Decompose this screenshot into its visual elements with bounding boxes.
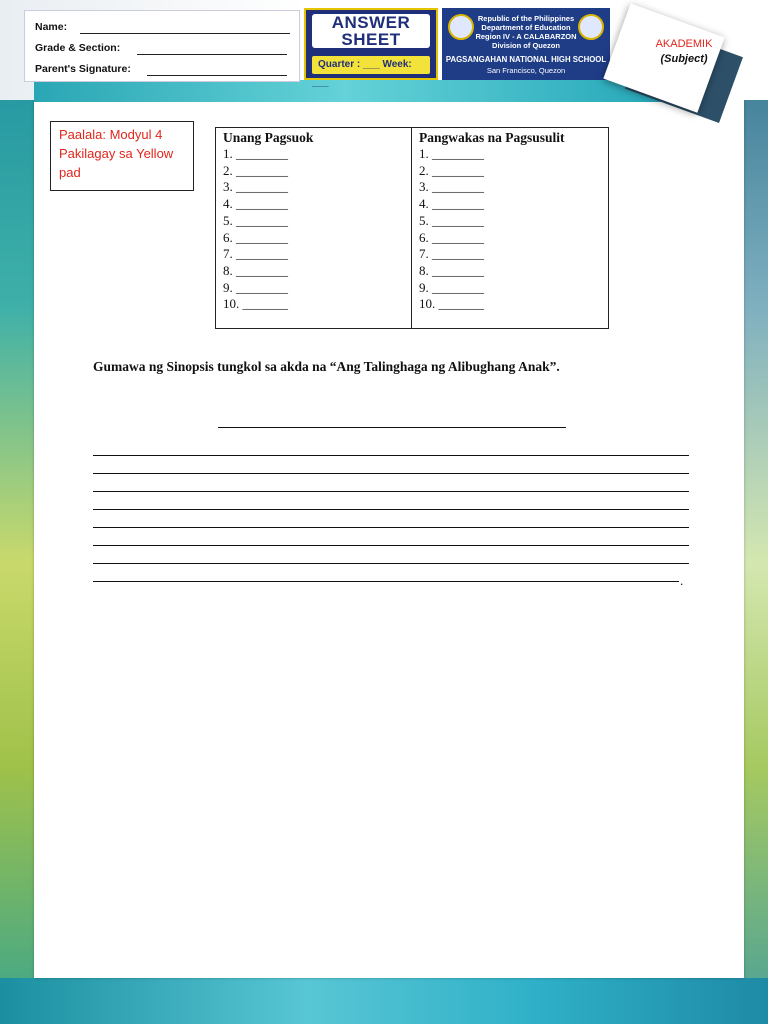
- answer-table: [215, 127, 609, 329]
- answer-item[interactable]: 5. ________: [223, 212, 288, 228]
- answer-item[interactable]: 5. ________: [419, 212, 484, 228]
- answer-item[interactable]: 7. ________: [223, 246, 288, 262]
- answer-item[interactable]: 8. ________: [419, 262, 484, 278]
- department-text: Department of Education: [481, 23, 571, 32]
- quarter-week-field[interactable]: Quarter : ___ Week: ___: [312, 56, 430, 74]
- pre-test-header: Unang Pagsuok: [223, 130, 314, 145]
- division-text: Division of Quezon: [492, 41, 560, 50]
- left-border-decoration: [0, 0, 36, 1024]
- bottom-border-decoration: [0, 978, 768, 1024]
- answer-item[interactable]: 7. ________: [419, 246, 484, 262]
- answer-item[interactable]: 1. ________: [419, 146, 484, 161]
- grade-section-label: Grade & Section:: [35, 42, 121, 54]
- writing-line[interactable]: [93, 563, 689, 564]
- school-name: PAGSANGAHAN NATIONAL HIGH SCHOOL: [445, 55, 607, 64]
- answer-item[interactable]: 4. ________: [223, 196, 288, 212]
- answer-item[interactable]: 2. ________: [223, 162, 288, 178]
- answer-sheet-title: [312, 14, 430, 48]
- post-test-header: Pangwakas na Pagsusulit: [419, 130, 565, 145]
- answer-item[interactable]: 10. _______: [223, 296, 288, 312]
- answer-item[interactable]: 9. ________: [223, 279, 288, 295]
- school-location: San Francisco, Quezon: [486, 66, 566, 75]
- subject-name: AKADEMIK: [655, 38, 713, 50]
- student-info-box: [24, 10, 300, 82]
- reminder-note: Paalala: Modyul 4 Pakilagay sa Yellow pad: [50, 121, 194, 191]
- answer-item[interactable]: 4. ________: [419, 196, 484, 212]
- answer-item[interactable]: 9. ________: [419, 279, 484, 295]
- writing-line[interactable]: [93, 581, 679, 582]
- answer-title-line-2: SHEET: [341, 30, 401, 49]
- writing-line[interactable]: [93, 509, 689, 510]
- end-mark: .: [680, 573, 684, 588]
- writing-line[interactable]: [93, 455, 689, 456]
- instruction-text: Gumawa ng Sinopsis tungkol sa akda na “Ang Talinghaga ng Alibughang Anak”.: [93, 359, 560, 374]
- synopsis-title-field[interactable]: [218, 427, 566, 428]
- post-test-column: [412, 128, 608, 328]
- answer-item[interactable]: 6. ________: [419, 229, 484, 245]
- region-text: Region IV - A CALABARZON: [475, 32, 577, 41]
- answer-title-line-1: ANSWER: [331, 13, 411, 32]
- subject-placeholder: (Subject): [660, 53, 708, 65]
- writing-line[interactable]: [93, 527, 689, 528]
- answer-sheet-badge: [304, 8, 438, 88]
- right-border-decoration: [742, 0, 768, 1024]
- subject-card: [604, 8, 754, 118]
- answer-item[interactable]: 1. ________: [223, 146, 288, 161]
- republic-text: Republic of the Philippines: [477, 14, 575, 23]
- writing-line[interactable]: [93, 473, 689, 474]
- grade-section-field[interactable]: [137, 54, 287, 55]
- name-label: Name:: [35, 21, 68, 33]
- answer-item[interactable]: 10. _______: [419, 296, 484, 312]
- answer-item[interactable]: 6. ________: [223, 229, 288, 245]
- school-header: [442, 8, 610, 80]
- pre-test-column: [216, 128, 412, 328]
- writing-line[interactable]: [93, 545, 689, 546]
- answer-item[interactable]: 3. ________: [419, 179, 484, 195]
- answer-item[interactable]: 3. ________: [223, 179, 288, 195]
- parent-signature-field[interactable]: [147, 75, 287, 76]
- parent-signature-label: Parent's Signature:: [35, 63, 131, 75]
- writing-line[interactable]: [93, 491, 689, 492]
- answer-item[interactable]: 8. ________: [223, 262, 288, 278]
- answer-item[interactable]: 2. ________: [419, 162, 484, 178]
- name-field[interactable]: [80, 33, 290, 34]
